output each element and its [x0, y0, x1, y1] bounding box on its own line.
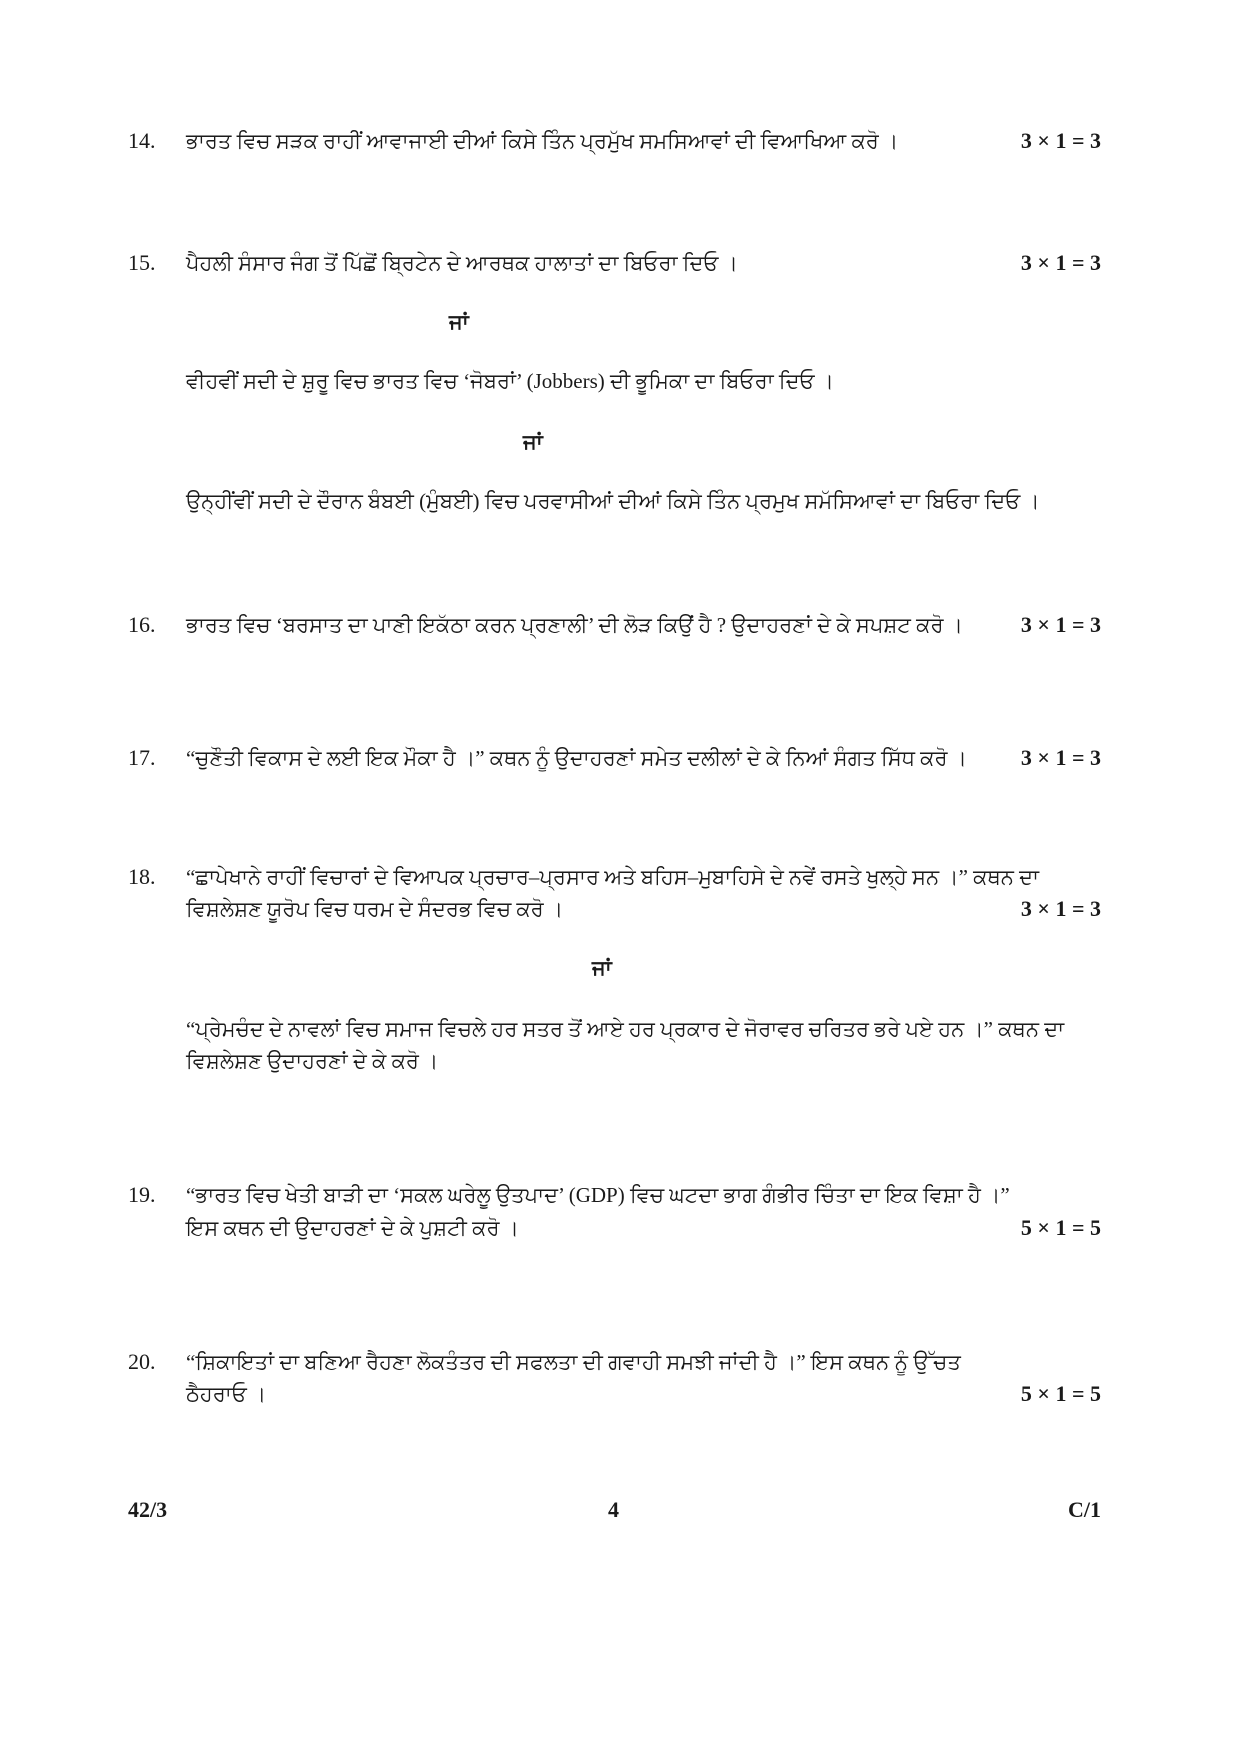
question-text: ਭਾਰਤ ਵਿਚ ਸੜਕ ਰਾਹੀਂ ਆਵਾਜਾਈ ਦੀਆਂ ਕਿਸੇ ਤਿੰਨ ਪ੍ਰਮੁੱਖ ਸਮਸਿਆਵਾਂ ਦੀ ਵਿਆਖਿਆ ਕਰੋ ।	[186, 129, 899, 153]
question-text-line-2: ਠੈਹਰਾਓ ।	[186, 1382, 267, 1406]
page-number: 4	[608, 1497, 619, 1522]
or-label: ਜਾਂ	[592, 956, 612, 980]
question-marks: 3 × 1 = 3	[1020, 128, 1101, 153]
question-text-line-2: ਵਿਸ਼ਲੇਸ਼ਣ ਯੂਰੋਪ ਵਿਚ ਧਰਮ ਦੇ ਸੰਦਰਭ ਵਿਚ ਕਰੋ ।	[186, 897, 564, 921]
question-text: ਭਾਰਤ ਵਿਚ ‘ਬਰਸਾਤ ਦਾ ਪਾਣੀ ਇਕੱਠਾ ਕਰਨ ਪ੍ਰਣਾਲੀ’ ਦੀ ਲੋੜ ਕਿਉਂ ਹੈ ? ਉਦਾਹਰਣਾਂ ਦੇ ਕੇ ਸਪਸ਼ਟ ਕਰੋ ।	[186, 613, 963, 637]
question-text-line-2: ਇਸ ਕਥਨ ਦੀ ਉਦਾਹਰਣਾਂ ਦੇ ਕੇ ਪੁਸ਼ਟੀ ਕਰੋ ।	[186, 1216, 519, 1240]
alternative-question-text: ਉਨ੍ਹੀਂਵੀਂ ਸਦੀ ਦੇ ਦੌਰਾਨ ਬੰਬਈ (ਮੁੰਬਈ) ਵਿਚ ਪਰਵਾਸੀਆਂ ਦੀਆਂ ਕਿਸੇ ਤਿੰਨ ਪ੍ਰਮੁਖ ਸਮੱਸਿਆਵਾਂ ਦਾ ਬਿਓਰਾ ਦਿਓ ।	[186, 489, 1040, 513]
question-number: 16.	[128, 612, 156, 637]
question-text: “ਭਾਰਤ ਵਿਚ ਖੇਤੀ ਬਾੜੀ ਦਾ ‘ਸਕਲ ਘਰੇਲੂ ਉਤਪਾਦ’ (GDP) ਵਿਚ ਘਟਦਾ ਭਾਗ ਗੰਭੀਰ ਚਿੰਤਾ ਦਾ ਇਕ ਵਿਸ਼ਾ ਹੈ ।”	[186, 1183, 1010, 1207]
question-marks: 3 × 1 = 3	[1020, 745, 1101, 770]
question-number: 20.	[128, 1349, 156, 1374]
question-number: 17.	[128, 745, 156, 770]
question-number: 18.	[128, 864, 156, 889]
set-code: C/1	[1068, 1497, 1101, 1522]
or-label: ਜਾਂ	[449, 310, 469, 334]
question-number: 19.	[128, 1182, 156, 1207]
question-marks: 3 × 1 = 3	[1020, 250, 1101, 275]
alternative-question-text-line-2: ਵਿਸ਼ਲੇਸ਼ਣ ਉਦਾਹਰਣਾਂ ਦੇ ਕੇ ਕਰੋ ।	[186, 1049, 439, 1073]
alternative-question-text: “ਪ੍ਰੇਮਚੰਦ ਦੇ ਨਾਵਲਾਂ ਵਿਚ ਸਮਾਜ ਵਿਚਲੇ ਹਰ ਸਤਰ ਤੋਂ ਆਏ ਹਰ ਪ੍ਰਕਾਰ ਦੇ ਜੋਰਾਵਰ ਚਰਿਤਰ ਭਰੇ ਪਏ ਹਨ ।” ਕਥਨ ਦਾ	[186, 1017, 1065, 1041]
question-text: “ਛਾਪੇਖਾਨੇ ਰਾਹੀਂ ਵਿਚਾਰਾਂ ਦੇ ਵਿਆਪਕ ਪ੍ਰਚਾਰ–ਪ੍ਰਸਾਰ ਅਤੇ ਬਹਿਸ–ਮੁਬਾਹਿਸੇ ਦੇ ਨਵੇਂ ਰਸਤੇ ਖੁਲ੍ਹੇ ਸਨ ।” ਕਥਨ ਦਾ	[186, 865, 1040, 889]
question-text: ਪੈਹਲੀ ਸੰਸਾਰ ਜੰਗ ਤੋਂ ਪਿੱਛੋਂ ਬ੍ਰਿਟੇਨ ਦੇ ਆਰਥਕ ਹਾਲਾਤਾਂ ਦਾ ਬਿਓਰਾ ਦਿਓ ।	[186, 251, 738, 275]
question-marks: 3 × 1 = 3	[1020, 612, 1101, 637]
alternative-question-text: ਵੀਹਵੀਂ ਸਦੀ ਦੇ ਸ਼ੁਰੂ ਵਿਚ ਭਾਰਤ ਵਿਚ ‘ਜੋਬਰਾਂ’ (Jobbers) ਦੀ ਭੂਮਿਕਾ ਦਾ ਬਿਓਰਾ ਦਿਓ ।	[186, 369, 834, 393]
question-marks: 3 × 1 = 3	[1020, 896, 1101, 921]
or-label: ਜਾਂ	[523, 430, 543, 454]
paper-code: 42/3	[128, 1497, 168, 1522]
question-text: “ਸ਼ਿਕਾਇਤਾਂ ਦਾ ਬਣਿਆ ਰੈਹਣਾ ਲੋਕਤੰਤਰ ਦੀ ਸਫਲਤਾ ਦੀ ਗਵਾਹੀ ਸਮਝੀ ਜਾਂਦੀ ਹੈ ।” ਇਸ ਕਥਨ ਨੂੰ ਉੱਚਤ	[186, 1350, 961, 1374]
question-text: “ਚੁਣੌਤੀ ਵਿਕਾਸ ਦੇ ਲਈ ਇਕ ਮੌਕਾ ਹੈ ।” ਕਥਨ ਨੂੰ ਉਦਾਹਰਣਾਂ ਸਮੇਤ ਦਲੀਲਾਂ ਦੇ ਕੇ ਨਿਆਂ ਸੰਗਤ ਸਿੱਧ ਕਰੋ ।	[186, 746, 967, 770]
question-marks: 5 × 1 = 5	[1020, 1215, 1101, 1240]
question-number: 15.	[128, 250, 156, 275]
question-number: 14.	[128, 128, 156, 153]
question-marks: 5 × 1 = 5	[1020, 1381, 1101, 1406]
